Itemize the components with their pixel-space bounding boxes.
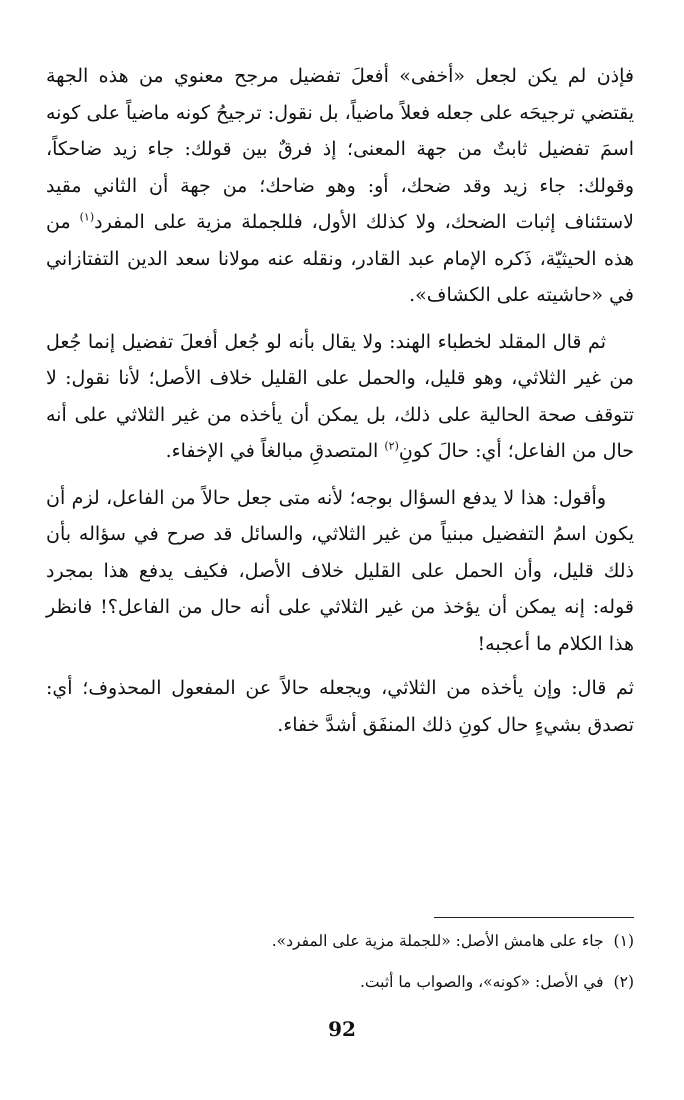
paragraph-3 xyxy=(46,480,634,663)
footnotes xyxy=(46,930,634,1012)
footnote-ref-2[interactable]: (٢) xyxy=(384,439,399,453)
paragraph-2-text: ثم قال المقلد لخطباء الهند: ولا يقال بأنه لو جُعل أفعلَ تفضيل إنما جُعل من غير الثلاثي، وهو قليل، والحمل على القليل خلاف الأصل؛ لأنا نقول: لا تتوقف صحة الحالية على ذلك، بل يمكن أن يأخذه من غير الثلاثي على أنه حال من الفاعل؛ أي: حالَ كونِ xyxy=(46,330,634,462)
footnote-2 xyxy=(46,971,634,993)
footnote-1 xyxy=(46,930,634,952)
paragraph-1-text-cont: من هذه الحيثيّة، ذَكره الإمام عبد القادر، ونقله عنه مولانا سعد الدين التفتازاني في «حاشيته على الكشاف». xyxy=(46,211,634,306)
footnote-1-number: (١) xyxy=(613,932,634,950)
page-number: 92 xyxy=(328,1017,356,1041)
footnote-divider xyxy=(434,917,634,918)
paragraph-2 xyxy=(46,324,634,470)
footnote-1-text: جاء على هامش الأصل: «للجملة مزية على المفرد». xyxy=(271,932,604,950)
paragraph-1-text: فإذن لم يكن لجعل «أخفى» أفعلَ تفضيل مرجح معنوي من هذه الجهة يقتضي ترجيحَه على جعله فعلاً ماضياً، بل نقول: ترجيحُ كونه ماضياً على كونه اسمَ تفضيل ثابتٌ من جهة المعنى؛ إذ فرقٌ بين قولك: جاء زيد ضاحكاً، وقولك: جاء زيد وقد ضحك، أو: وهو ضاحك؛ من جهة أن الثاني مقيد لاستئناف إثبات الضحك، ولا كذلك الأول، فللجملة مزية على المفرد xyxy=(46,65,634,233)
paragraph-4 xyxy=(46,670,634,743)
main-text xyxy=(46,58,634,743)
footnote-ref-1[interactable]: (١) xyxy=(79,210,95,224)
paragraph-4-text: ثم قال: وإن يأخذه من الثلاثي، ويجعله حالاً عن المفعول المحذوف؛ أي: تصدق بشيءٍ حال كونِ ذلك المنفَق أشدَّ خفاء. xyxy=(46,677,634,736)
footnote-2-number: (٢) xyxy=(613,973,634,991)
footnote-2-text: في الأصل: «كونه»، والصواب ما أثبت. xyxy=(360,973,604,991)
paragraph-1 xyxy=(46,58,634,314)
paragraph-3-text: وأقول: هذا لا يدفع السؤال بوجه؛ لأنه متى جعل حالاً من الفاعل، لزم أن يكون اسمُ التفضيل مبنياً من غير الثلاثي، والسائل قد صرح في سؤاله بأن ذلك قليل، وأن الحمل على القليل خلاف الأصل، فكيف يدفع هذا بمجرد قوله: إنه يمكن أن يؤخذ من غير الثلاثي على أنه حال من الفاعل؟! فانظر هذا الكلام ما أعجبه! xyxy=(46,486,634,655)
paragraph-2-text-cont: المتصدقِ مبالغاً في الإخفاء. xyxy=(165,440,385,462)
